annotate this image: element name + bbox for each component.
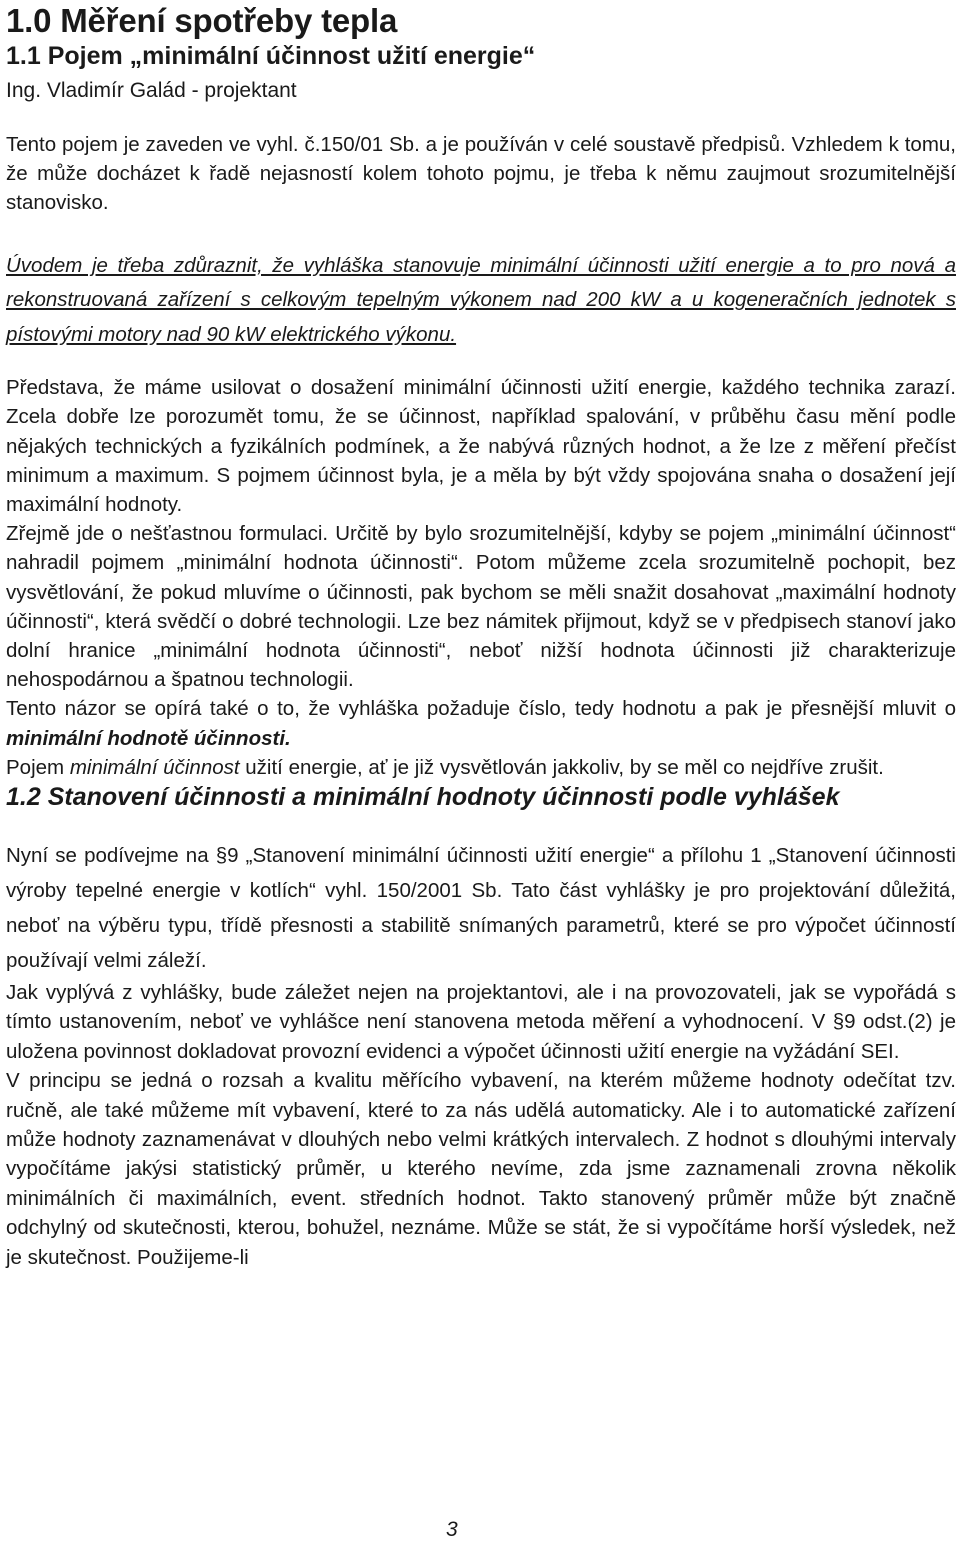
paragraph-expectation: Představa, že máme usilovat o dosažení minimální účinnosti užití energie, každého technika zarazí. Zcela dobře lze porozumět tomu, že se účinnost, například spalování, v průběhu času mění podle nějakých technických a fyzikálních podmínek, a že nabývá různých hodnot, a že lze z měření přečíst minimum a maximum. S pojmem účinnost byla, je a měla by být vždy spojována snaha o dosažení její maximální hodnoty. (6, 376, 956, 516)
paragraph-formulation: Zřejmě jde o nešťastnou formulaci. Určitě by bylo srozumitelnější, kdyby se pojem „minimální účinnost“ nahradil pojmem „minimální hodnota účinnosti“. Potom můžeme zcela srozumitelně pochopit, bez vysvětlování, že pokud mluvíme o účinnosti, pak bychom se měli snažit dosahovat „maximální hodnoty účinnosti“, která svědčí o dobré technologii. Lze bez námitek přijmout, když se v předpisech stanoví jako dolní hranice „minimální hodnota účinnosti“, neboť nižší hodnota účinnosti již charakterizuje nehospodárnou a špatnou technologii. (6, 522, 956, 692)
author-line: Ing. Vladimír Galád - projektant (6, 79, 297, 102)
paragraph-opinion-text: Tento názor se opírá také o to, že vyhláška požaduje číslo, tedy hodnotu a pak je přesnější mluvit o (6, 697, 956, 721)
paragraph-abolish-lead: Pojem (6, 755, 70, 779)
paragraph-opinion-emphasis: minimální hodnotě účinnosti. (6, 726, 291, 750)
page-number: 3 (446, 1518, 458, 1541)
paragraph-opinion (6, 694, 956, 752)
section-2-paragraph-1: Nyní se podívejme na §9 „Stanovení minimální účinnosti užití energie“ a přílohu 1 „Stanovení účinnosti výroby tepelné energie v kotlích“ vyhl. 150/2001 Sb. Tato část vyhlášky je pro projektování důležitá, neboť na výběru typu, třídě přesnosti a stabilitě snímaných parametrů, které se pro výpočet účinností používají velmi záleží. (6, 843, 956, 972)
chapter-title: 1.0 Měření spotřeby tepla (6, 2, 398, 39)
document-page (6, 0, 956, 1272)
paragraph-abolish-rest: užití energie, ať je již vysvětlován jakkoliv, by se měl co nejdříve zrušit. (239, 755, 884, 779)
section-2-paragraph-3: V principu se jedná o rozsah a kvalitu měřícího vybavení, na kterém můžeme hodnoty odečítat tzv. ručně, ale také můžeme mít vybavení, které to za nás udělá automaticky. Ale i to automatické zařízení může hodnoty zaznamenávat v dlouhých nebo velmi krátkých intervalech. Z hodnot s dlouhými intervaly vypočítáme jakýsi statistický průměr, u kterého nevíme, zda jsme zaznamenali zrovna několik minimálních či maximálních, event. středních hodnot. Takto stanovený průměr může být značně odchylný od skutečnosti, kterou, bohužel, neznáme. Může se stát, že si vypočítáme horší výsledek, než je skutečnost. Použijeme-li (6, 1069, 956, 1269)
section-1-title: 1.1 Pojem „minimální účinnost užití energie“ (6, 42, 536, 70)
section-2-paragraph-2: Jak vyplývá z vyhlášky, bude záležet nejen na projektantovi, ale i na provozovateli, jak se vypořádá s tímto ustanovením, neboť ve vyhlášce není stanovena metoda měření a vyhodnocení. V §9 odst.(2) je uložena povinnost dokladovat provozní evidenci a výpočet účinnosti užití energie na vyžádání SEI. (6, 980, 956, 1063)
italic-note-paragraph: Úvodem je třeba zdůraznit, že vyhláška stanovuje minimální účinnosti užití energie a to pro nová a rekonstruovaná zařízení s celkovým tepelným výkonem nad 200 kW a u kogeneračních jednotek s pístovými motory nad 90 kW elektrického výkonu. (6, 253, 956, 346)
paragraph-abolish (6, 753, 956, 782)
paragraph-abolish-emphasis: minimální účinnost (69, 755, 240, 779)
intro-paragraph: Tento pojem je zaveden ve vyhl. č.150/01 Sb. a je používán v celé soustavě předpisů. Vzhledem k tomu, že může docházet k řadě nejasností kolem tohoto pojmu, je třeba k němu zaujmout srozumitelnější stanovisko. (6, 133, 956, 215)
section-2-title: 1.2 Stanovení účinnosti a minimální hodnoty účinnosti podle vyhlášek (6, 782, 840, 811)
